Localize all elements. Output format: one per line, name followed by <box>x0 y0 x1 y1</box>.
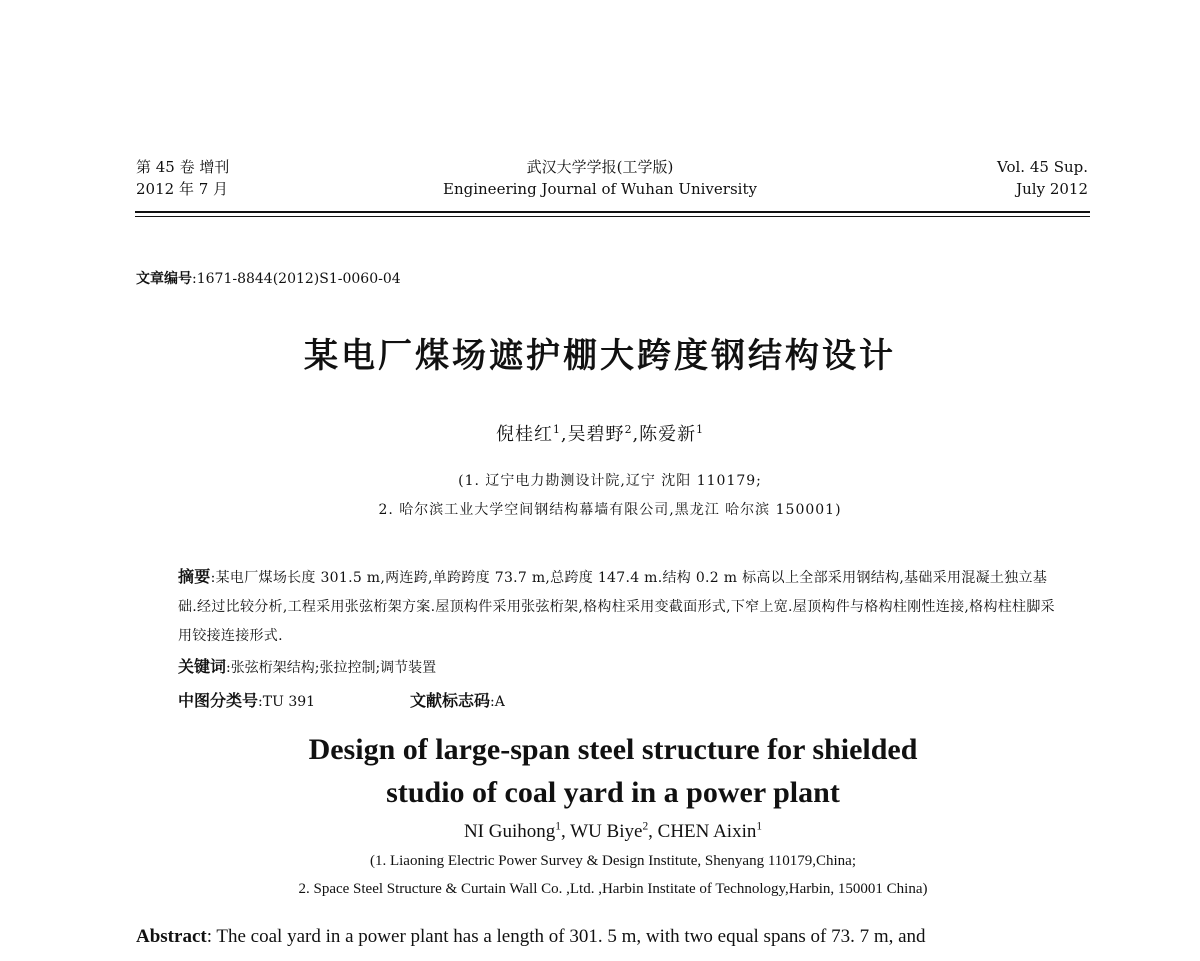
author-cn-sep: , <box>560 424 568 445</box>
abstract-en <box>136 926 926 948</box>
affiliation-cn-1: (1. 辽宁电力勘测设计院,辽宁 沈阳 110179; <box>458 473 762 489</box>
volume-issue-en: Vol. 45 Sup. <box>997 158 1088 176</box>
journal-volume-info-en <box>997 156 1088 200</box>
publication-date-en: July 2012 <box>1016 180 1088 198</box>
authors-cn <box>0 420 1200 446</box>
affiliation-en-2: 2. Space Steel Structure & Curtain Wall Co. ,Ltd. ,Harbin Institate of Technology,Harbin, 150001 China) <box>298 881 928 897</box>
author-en-2: WU Biye <box>570 821 643 842</box>
title-cn: 某电厂煤场遮护棚大跨度钢结构设计 <box>304 336 896 376</box>
author-en-sep: , <box>648 821 658 842</box>
abstract-en-text: : The coal yard in a power plant has a length of 301. 5 m, with two equal spans of 73. 7 m, and <box>206 926 926 947</box>
abstract-en-label: Abstract <box>136 926 207 947</box>
author-cn-1: 倪桂红 <box>495 424 553 445</box>
clc-label: 中图分类号 <box>178 691 259 710</box>
author-en-1-affil: 1 <box>555 820 561 833</box>
journal-name-cn: 武汉大学学报(工学版) <box>526 158 674 176</box>
volume-issue: 第 45 卷 增刊 <box>136 158 230 176</box>
author-cn-3-affil: 1 <box>696 423 705 436</box>
author-cn-3: 陈爱新 <box>639 424 697 445</box>
affiliation-en-1: (1. Liaoning Electric Power Survey & Design Institute, Shenyang 110179,China; <box>369 853 857 869</box>
article-number-label: 文章编号 <box>136 271 192 287</box>
author-cn-1-affil: 1 <box>552 423 561 436</box>
document-code-value: :A <box>490 694 505 710</box>
journal-name-en: Engineering Journal of Wuhan University <box>443 180 757 198</box>
title-en-line-1: Design of large-span steel structure for shielded <box>308 733 918 766</box>
clc-number <box>178 688 315 711</box>
title-en-line-2: studio of coal yard in a power plant <box>386 776 840 809</box>
author-cn-2: 吴碧野 <box>567 424 625 445</box>
author-en-2-affil: 2 <box>642 820 649 833</box>
abstract-cn-text: :某电厂煤场长度 301.5 m,两连跨,单跨跨度 73.7 m,总跨度 147.4 m.结构 0.2 m 标高以上全部采用钢结构,基础采用混凝土独立基础.经过比较分析,工程采用张弦桁架方案.屋顶构件采用张弦桁架,格构柱采用变截面形式,下窄上宽.屋顶构件与格构柱刚性连接,格构柱柱脚采用铰接连接形式. <box>178 570 1055 644</box>
abstract-cn <box>178 562 1058 651</box>
author-en-3: CHEN Aixin <box>657 821 757 842</box>
article-number <box>136 268 401 288</box>
abstract-cn-label: 摘要 <box>178 567 211 586</box>
document-code <box>410 688 505 711</box>
keywords-cn <box>178 654 436 677</box>
author-en-3-affil: 1 <box>756 820 763 833</box>
author-en-sep: , <box>560 821 571 842</box>
header-rule-thin <box>135 216 1090 217</box>
author-cn-2-affil: 2 <box>624 423 633 436</box>
keywords-cn-text: :张弦桁架结构;张拉控制;调节装置 <box>226 660 437 676</box>
publication-date-cn: 2012 年 7 月 <box>136 180 229 198</box>
affiliation-cn-2: 2. 哈尔滨工业大学空间钢结构幕墙有限公司,黑龙江 哈尔滨 150001) <box>378 502 842 518</box>
document-code-label: 文献标志码 <box>410 691 491 710</box>
authors-en <box>0 821 1200 843</box>
header-rule-thick <box>135 211 1090 213</box>
keywords-cn-label: 关键词 <box>178 657 227 676</box>
author-en-1: NI Guihong <box>463 821 556 842</box>
article-number-value: :1671-8844(2012)S1-0060-04 <box>192 271 401 287</box>
clc-value: :TU 391 <box>258 694 316 710</box>
author-cn-sep: , <box>632 424 640 445</box>
